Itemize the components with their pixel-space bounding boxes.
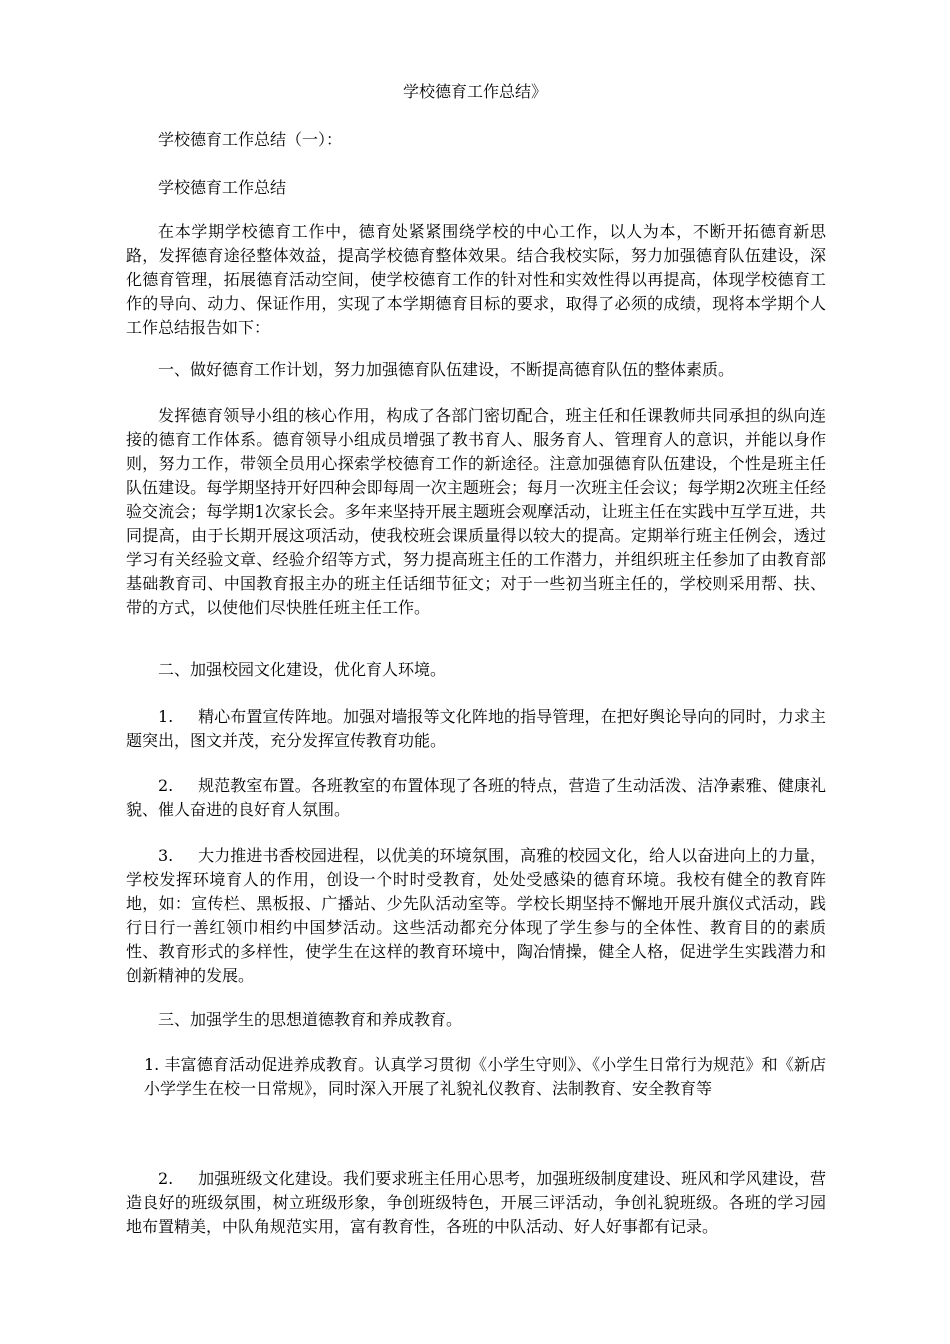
section-two-heading: 二、加强校园文化建设，优化育人环境。: [158, 660, 447, 679]
item-text: 规范教室布置。各班教室的布置体现了各班的特点，营造了生动活泼、洁净素雅、健康礼貌、催人奋进的良好育人氛围。: [126, 776, 826, 819]
section-three-item-1: 1. 丰富德育活动促进养成教育。认真学习贯彻《小学生守则》、《小学生日常行为规范》和《新店小学学生在校一日常规》，同时深入开展了礼貌礼仪教育、法制教育、安全教育等: [144, 1055, 826, 1098]
section-three-item-2: [126, 1167, 826, 1239]
item-text: 加强班级文化建设。我们要求班主任用心思考，加强班级制度建设、班风和学风建设，营造良好的班级氛围，树立班级形象，争创班级特色，开展三评活动，争创礼貌班级。各班的学习园地布置精美，中队角规范实用，富有教育性，各班的中队活动、好人好事都有记录。: [126, 1169, 826, 1236]
section-two-item-3: [126, 844, 826, 988]
item-text: 精心布置宣传阵地。加强对墙报等文化阵地的指导管理，在把好舆论导向的同时，力求主题突出，图文并茂，充分发挥宣传教育功能。: [126, 707, 826, 750]
document-title: 学校德育工作总结》: [402, 82, 547, 101]
section-two-item-2: [126, 774, 826, 822]
subtitle-two: 学校德育工作总结: [158, 178, 287, 197]
item-text: 大力推进书香校园进程，以优美的环境氛围，高雅的校园文化，给人以奋进向上的力量，学校发挥环境育人的作用，创设一个时时受教育，处处受感染的德育环境。我校有健全的教育阵地，如：宣传栏、黑板报、广播站、少先队活动室等。学校长期坚持不懈地开展升旗仪式活动，践行日行一善红领巾相约中国梦活动。这些活动都充分体现了学生参与的全体性、教育目的的素质性、教育形式的多样性，使学生在这样的教育环境中，陶冶情操，健全人格，促进学生实践潜力和创新精神的发展。: [126, 846, 826, 985]
item-number: 2.: [158, 776, 174, 795]
section-one-heading: 一、做好德育工作计划，努力加强德育队伍建设，不断提高德育队伍的整体素质。: [158, 360, 735, 379]
item-number: 3.: [158, 846, 174, 865]
section-three-heading: 三、加强学生的思想道德教育和养成教育。: [158, 1010, 463, 1029]
intro-paragraph: 在本学期学校德育工作中，德育处紧紧围绕学校的中心工作，以人为本，不断开拓德育新思路，发挥德育途径整体效益，提高学校德育整体效果。结合我校实际，努力加强德育队伍建设，深化德育管理，拓展德育活动空间，使学校德育工作的针对性和实效性得以再提高，体现学校德育工作的导向、动力、保证作用，实现了本学期德育目标的要求，取得了必须的成绩，现将本学期个人工作总结报告如下：: [126, 222, 826, 337]
subtitle-one: 学校德育工作总结（一）：: [158, 130, 343, 149]
section-two-item-1: [126, 705, 826, 753]
section-one-body: 发挥德育领导小组的核心作用，构成了各部门密切配合，班主任和任课教师共同承担的纵向连接的德育工作体系。德育领导小组成员增强了教书育人、服务育人、管理育人的意识，并能以身作则，努力工作，带领全员用心探索学校德育工作的新途径。注意加强德育队伍建设，个性是班主任队伍建设。每学期坚持开好四种会即每周一次主题班会；每月一次班主任会议；每学期2次班主任经验交流会；每学期1次家长会。多年来坚持开展主题班会观摩活动，让班主任在实践中互学互进，共同提高，由于长期开展这项活动，使我校班会课质量得以较大的提高。定期举行班主任例会，透过学习有关经验文章、经验介绍等方式，努力提高班主任的工作潜力，并组织班主任参加了由教育部基础教育司、中国教育报主办的班主任话细节征文；对于一些初当班主任的，学校则采用帮、扶、带的方式，以使他们尽快胜任班主任工作。: [126, 406, 826, 617]
item-number: 2.: [158, 1169, 174, 1188]
item-number: 1.: [158, 707, 174, 726]
